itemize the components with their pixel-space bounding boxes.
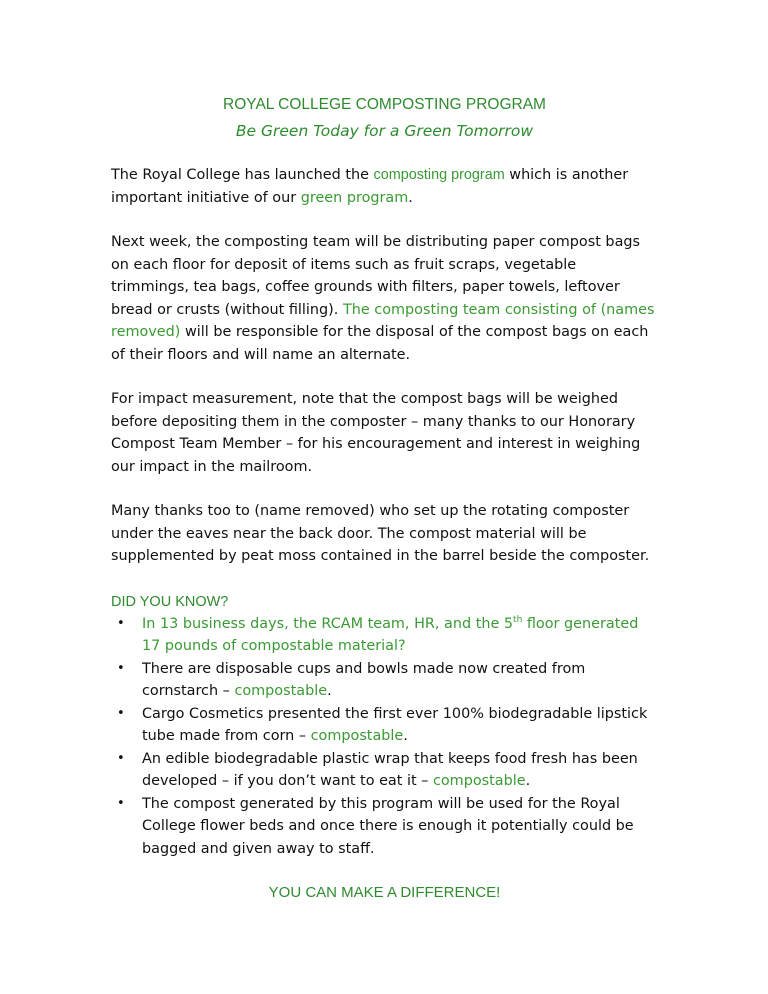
fact-1 <box>142 616 638 655</box>
fact-5-text: The compost generated by this program will be used for the Royal College flower beds and once there is enough it potentially could be bagged and given away to staff. <box>142 795 634 857</box>
document-title: ROYAL COLLEGE COMPOSTING PROGRAM <box>223 96 546 113</box>
list-item <box>117 658 658 703</box>
distribution-text: Next week, the composting team will be distributing paper compost bags on each floor for deposit of items such as fruit scraps, vegetable trimmings, tea bags, coffee grounds with filters, paper towels, leftover bread or crusts (without filling). <box>111 234 641 318</box>
thanks-paragraph: Many thanks too to (name removed) who set up the rotating composter under the eaves near the back door. The compost material will be supplemented by peat moss contained in the barrel beside the composter. <box>111 503 650 564</box>
fact-2-text: There are disposable cups and bowls made now created from cornstarch – <box>142 660 586 699</box>
distribution-text-rest: will be responsible for the disposal of the compost bags on each of their floors and will name an alternate. <box>111 324 649 363</box>
fact-1-text-a: In 13 business days, the RCAM team, HR, and the 5 <box>142 615 514 632</box>
fact-3-text: Cargo Cosmetics presented the first ever 100% biodegradable lipstick tube made from corn – <box>142 705 648 744</box>
bullet-icon: • <box>117 795 125 811</box>
bullet-icon: • <box>117 705 125 721</box>
fact-2-end: . <box>327 683 332 699</box>
intro-text-3: . <box>408 189 413 206</box>
impact-paragraph: For impact measurement, note that the compost bags will be weighed before depositing them in the composter – many thanks to our Honorary Compost Team Member – for his encouragement and interest in weighing our impact in the mailroom. <box>111 391 641 475</box>
fact-2-compostable: compostable <box>234 683 328 699</box>
composting-program-link: composting program <box>373 167 505 183</box>
list-item <box>117 613 658 658</box>
list-item <box>117 793 658 861</box>
fact-3-end: . <box>403 728 408 744</box>
document-subtitle: Be Green Today for a Green Tomorrow <box>235 122 534 140</box>
fact-4-text: An edible biodegradable plastic wrap that keeps food fresh has been developed – if you don’t want to eat it – <box>142 750 638 789</box>
intro-text-2: which is another important initiative of our <box>111 167 629 206</box>
list-item <box>117 703 658 748</box>
intro-paragraph <box>111 164 658 209</box>
closing-slogan: YOU CAN MAKE A DIFFERENCE! <box>268 884 501 901</box>
facts-list <box>111 613 658 861</box>
fact-4-end: . <box>525 773 531 789</box>
bullet-icon: • <box>117 660 125 676</box>
intro-text-1: The Royal College has launched the <box>111 167 374 183</box>
did-you-know-heading: DID YOU KNOW? <box>111 593 229 610</box>
fact-1-superscript: th <box>513 614 523 625</box>
list-item <box>117 748 658 793</box>
fact-3-compostable: compostable <box>310 728 404 744</box>
bullet-icon: • <box>117 615 125 631</box>
fact-1-text-b: floor generated 17 pounds of compostable material? <box>142 615 639 654</box>
composting-team-note: The composting team consisting of (names removed) <box>111 301 655 340</box>
fact-4-compostable: compostable <box>432 773 526 789</box>
bullet-icon: • <box>117 750 125 766</box>
green-program-link: green program <box>300 189 409 206</box>
distribution-paragraph <box>111 231 658 366</box>
